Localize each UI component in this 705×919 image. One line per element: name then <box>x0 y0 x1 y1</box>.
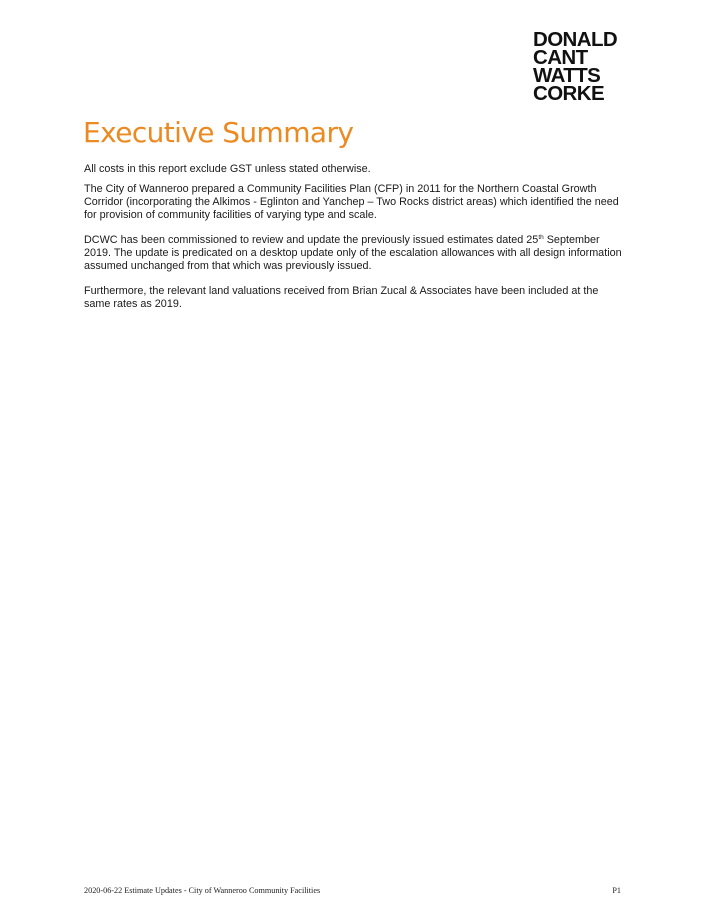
footer-page-number: P1 <box>612 886 621 895</box>
logo-line-1: DONALD <box>533 28 618 51</box>
logo-line-3: WATTS <box>533 64 601 87</box>
company-logo <box>533 28 643 105</box>
footer-document-name: 2020-06-22 Estimate Updates - City of Wanneroo Community Facilities <box>84 886 321 895</box>
paragraph-cfp-background: The City of Wanneroo prepared a Community Facilities Plan (CFP) in 2011 for the Northern Coastal Growth Corridor (incorporating the Alkimos - Eglinton and Yanchep – Two Rocks district areas) which identified the need for provision of community facilities of varying type and scale. <box>84 183 619 221</box>
logo-line-4: CORKE <box>533 82 605 105</box>
paragraph-land-valuations: Furthermore, the relevant land valuations received from Brian Zucal & Associates have been included at the same rates as 2019. <box>84 285 599 310</box>
logo-line-2: CANT <box>533 46 588 69</box>
paragraph-commission-end: September 2019. The update is predicated on a desktop update only of the escalation allowances with all design information assumed unchanged from that which was previously issued. <box>84 234 622 272</box>
paragraph-gst: All costs in this report exclude GST unless stated otherwise. <box>84 163 371 175</box>
ordinal-superscript: th <box>538 234 544 241</box>
page-title: Executive Summary <box>83 116 354 149</box>
paragraph-commission <box>84 234 624 273</box>
summary-body <box>84 163 624 318</box>
paragraph-commission-start: DCWC has been commissioned to review and update the previously issued estimates dated 25 <box>84 234 539 246</box>
